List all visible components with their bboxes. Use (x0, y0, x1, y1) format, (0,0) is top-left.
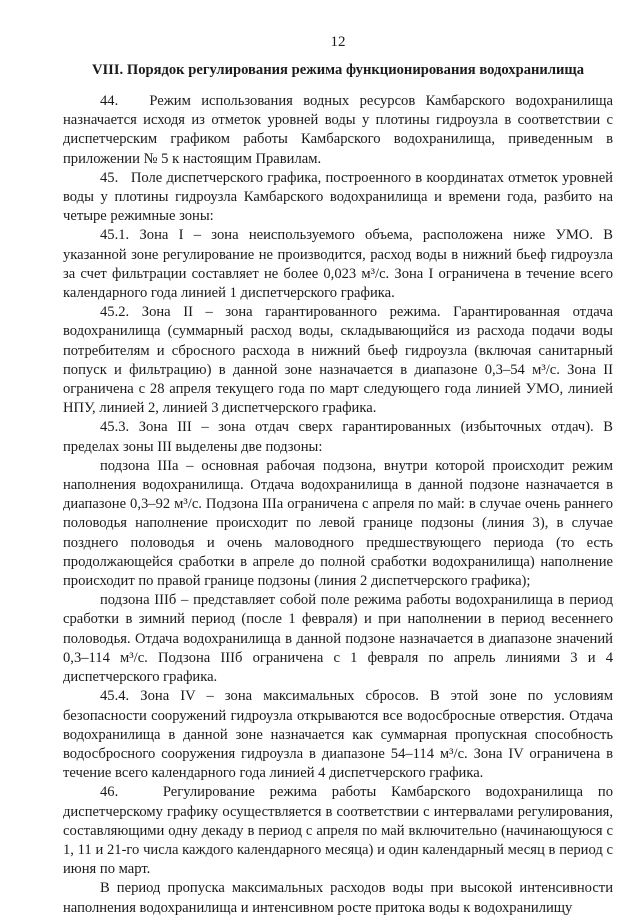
paragraph-45-2: 45.2. Зона II – зона гарантированного режима. Гарантированная отдача водохранилища (суммарный расход воды, складывающийся из расхода подачи воды потребителям и сбросного расхода в нижний бьеф гидроузла (включая санитарный попуск и фильтрацию) в данной зоне назначается в диапазоне 0,3–54 м³/с. Зона II ограничена с 28 апреля текущего года по март следующего года линией УМО, линией НПУ, линией 2, линией 3 диспетчерского графика. (63, 304, 613, 417)
paragraph-45-3: 45.3. Зона III – зона отдач сверх гарантированных (избыточных отдач). В пределах зоны III выделены две подзоны: (63, 419, 613, 455)
paragraph-45-4: 45.4. Зона IV – зона максимальных сбросов. В этой зоне по условиям безопасности сооружений гидроузла открываются все водосбросные отверстия. Отдача водохранилища в данной зоне назначается как суммарная пропускная способность водосбросного сооружения гидроузла в диапазоне 54–114 м³/с. Зона IV ограничена в течение всего календарного года линией 4 диспетчерского графика. (63, 688, 613, 782)
paragraph-subzone-3a: подзона IIIа – основная рабочая подзона, внутри которой происходит режим наполнения водохранилища. Отдача водохранилища в данной подзоне назначается в диапазоне 0,3–92 м³/с. Подзона IIIа ограничена с апреля по май: в случае очень раннего половодья наполнение происходит по левой границе подзоны (линия 3), в случае позднего половодья и очень маловодного предшествующего периода (то есть продолжающейся сработки в апреле до полной сработки водохранилища) наполнение происходит по правой границе подзоны (линия 2 диспетчерского графика); (63, 457, 613, 590)
paragraph-45: 45. Поле диспетчерского графика, построенного в координатах отметок уровней воды у плотины гидроузла Камбарского водохранилища и времени года, разбито на четыре режимные зоны: (63, 169, 613, 225)
paragraph-max-discharge: В период пропуска максимальных расходов воды при высокой интенсивности наполнения водохранилища и интенсивном росте притока воды к водохранилищу (63, 880, 613, 916)
page-number: 12 (330, 34, 346, 50)
paragraph-45-1: 45.1. Зона I – зона неиспользуемого объема, расположена ниже УМО. В указанной зоне регулирование не производится, расход воды в нижний бьеф гидроузла за счет фильтрации составляет не более 0,023 м³/с. Зона I ограничена в течение всего календарного года линией 1 диспетчерского графика. (63, 227, 613, 302)
paragraph-44: 44. Режим использования водных ресурсов Камбарского водохранилища назначается исходя из отметок уровней воды у плотины гидроузла в соответствии с диспетчерским графиком работы Камбарского водохранилища, приведенным в приложении № 5 к настоящим Правилам. (63, 93, 613, 167)
section-title: VIII. Порядок регулирования режима функционирования водохранилища (91, 62, 585, 78)
paragraph-subzone-3b: подзона IIIб – представляет собой поле режима работы водохранилища в период сработки в зимний период (после 1 февраля) и при наполнении в период весеннего половодья. Отдача водохранилища в данной подзоне назначается в диапазоне значений 0,3–114 м³/с. Подзона IIIб ограничена с 1 февраля по апрель линиями 3 и 4 диспетчерского графика. (63, 592, 613, 686)
paragraph-46: 46. Регулирование режима работы Камбарского водохранилища по диспетчерскому графику осуществляется в соответствии с интервалами регулирования, составляющими одну декаду в период с апреля по май включительно (начинающуюся с 1, 11 и 21-го числа каждого календарного месяца) и один календарный месяц в период с июня по март. (63, 784, 613, 878)
